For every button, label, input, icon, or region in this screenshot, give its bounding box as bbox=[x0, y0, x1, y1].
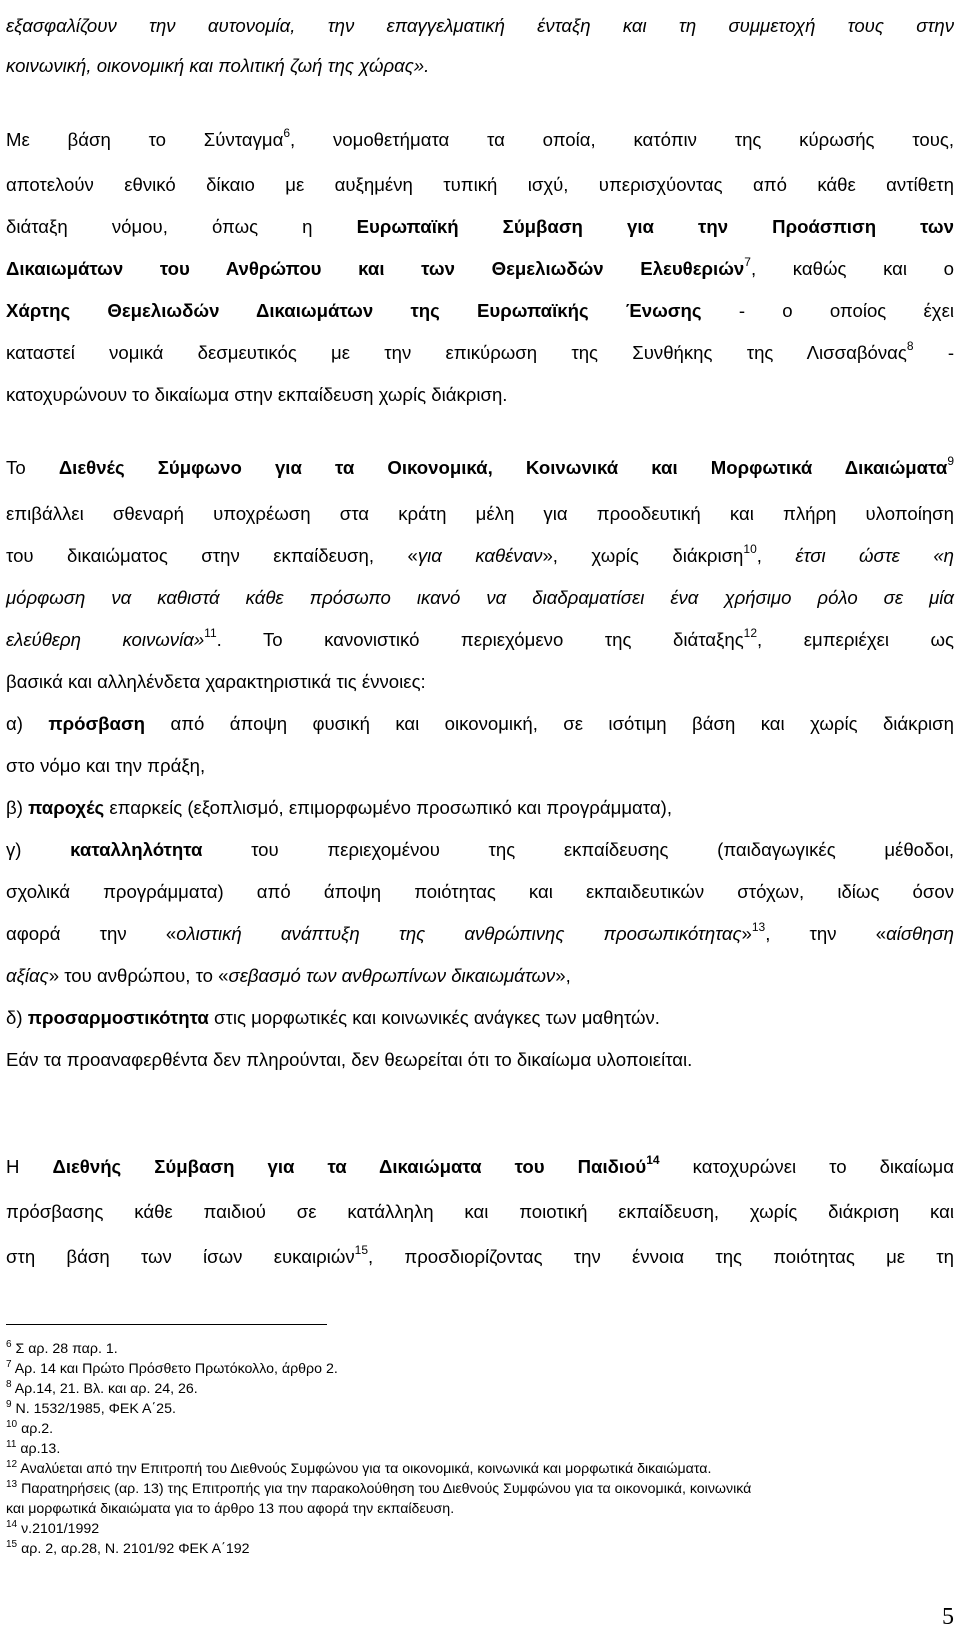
text-line bbox=[6, 46, 954, 86]
text-line bbox=[6, 998, 954, 1038]
text-run: ολιστική ανάπτυξη της ανθρώπινης προσωπικότητας bbox=[176, 923, 742, 944]
text-run: από άποψη φυσική και οικονομική, σε ισότιμη βάση και χωρίς διάκριση bbox=[145, 713, 954, 734]
text-line bbox=[6, 1147, 954, 1187]
text-run: » bbox=[741, 923, 752, 944]
text-run: Με βάση το Σύνταγμα bbox=[6, 129, 284, 150]
text-run: του περιεχομένου της εκπαίδευσης (παιδαγωγικές μέθοδοι, bbox=[202, 839, 954, 860]
text-run: αρ. 2, αρ.28, Ν. 2101/92 ΦΕΚ Α΄192 bbox=[17, 1541, 250, 1557]
text-line bbox=[6, 578, 954, 618]
text-run: προσαρμοστικότητα bbox=[27, 1007, 209, 1028]
text-run: Η bbox=[6, 1156, 53, 1177]
footnote-ref: 7 bbox=[6, 1359, 12, 1370]
footnote-line bbox=[6, 1459, 954, 1479]
text-run: Αρ. 14 και Πρώτο Πρόσθετο Πρωτόκολλο, άρθρο 2. bbox=[11, 1361, 338, 1377]
text-line bbox=[6, 1237, 954, 1277]
text-line bbox=[6, 704, 954, 744]
text-line bbox=[6, 333, 954, 373]
document-page bbox=[6, 0, 954, 1648]
footnote-line bbox=[6, 1359, 954, 1379]
text-run: . Το κανονιστικό περιεχόμενο της διάταξης bbox=[216, 629, 744, 650]
text-run: σεβασμό των ανθρωπίνων δικαιωμάτων bbox=[228, 965, 556, 986]
text-line bbox=[6, 207, 954, 247]
text-run: », bbox=[555, 965, 571, 986]
text-line bbox=[6, 872, 954, 912]
text-run: Σ αρ. 28 παρ. 1. bbox=[11, 1341, 118, 1357]
text-line bbox=[6, 6, 954, 46]
text-run: ν.2101/1992 bbox=[17, 1521, 100, 1537]
footnote-line bbox=[6, 1399, 954, 1419]
footnote-line bbox=[6, 1419, 954, 1439]
text-run: επιβάλλει σθεναρή υποχρέωση στα κράτη μέλη για προοδευτική και πλήρη υλοποίηση bbox=[6, 503, 954, 524]
text-run: παροχές bbox=[28, 797, 105, 818]
text-line bbox=[6, 249, 954, 289]
text-run: πρόσβασης κάθε παιδιού σε κατάλληλη και ποιοτική εκπαίδευση, χωρίς διάκριση και bbox=[6, 1201, 954, 1222]
text-run: Αναλύεται από την Επιτροπή του Διεθνούς Συμφώνου για τα οικονομικά, κοινωνικά και μορφωτικά δικαιώματα. bbox=[17, 1461, 712, 1477]
text-line bbox=[6, 956, 954, 996]
text-run: β) bbox=[6, 797, 29, 818]
footnote-ref: 10 bbox=[743, 542, 757, 556]
footnote-ref: 15 bbox=[6, 1539, 18, 1550]
text-run: , προσδιορίζοντας την έννοια της ποιότητας με τη bbox=[368, 1246, 954, 1267]
text-run: αρ.2. bbox=[17, 1421, 54, 1437]
text-run: α) bbox=[6, 713, 49, 734]
text-run: , νομοθετήματα τα οποία, κατόπιν της κύρωσής τους, bbox=[290, 129, 954, 150]
text-run: Δικαιωμάτων του Ανθρώπου και των Θεμελιωδών Ελευθεριών bbox=[6, 258, 745, 279]
text-run: πρόσβαση bbox=[48, 713, 146, 734]
text-run: , καθώς και ο bbox=[750, 258, 955, 279]
footnote-line bbox=[6, 1479, 954, 1499]
text-run: Παρατηρήσεις (αρ. 13) της Επιτροπής για την παρακολούθηση του Διεθνούς Συμφώνου για τα οικονομικά, κοινωνικά bbox=[17, 1481, 752, 1497]
footnote-ref: 10 bbox=[6, 1419, 18, 1430]
text-run: Ν. 1532/1985, ΦΕΚ Α΄25. bbox=[11, 1401, 176, 1417]
footnote-ref: 8 bbox=[906, 339, 914, 353]
text-run: - ο οποίος έχει bbox=[701, 300, 954, 321]
footnote-separator bbox=[6, 1324, 327, 1325]
text-run: γ) bbox=[6, 839, 71, 860]
text-run: διάταξη νόμου, όπως η bbox=[6, 216, 357, 237]
text-line bbox=[6, 788, 954, 828]
footnote-ref: 6 bbox=[6, 1339, 12, 1350]
text-line bbox=[6, 165, 954, 205]
text-run: κατοχυρώνει το δικαίωμα bbox=[659, 1156, 954, 1177]
text-run: Διεθνής Σύμβαση για τα Δικαιώματα του Παιδιού bbox=[52, 1156, 647, 1177]
text-run: κατοχυρώνουν το δικαίωμα στην εκπαίδευση χωρίς διάκριση. bbox=[6, 384, 508, 405]
footnote-ref: 12 bbox=[6, 1459, 18, 1470]
footnote-ref: 13 bbox=[751, 920, 766, 934]
text-line bbox=[6, 536, 954, 576]
text-run: - bbox=[913, 342, 955, 363]
text-line bbox=[6, 662, 954, 702]
text-run: Αρ.14, 21. Βλ. και αρ. 24, 26. bbox=[11, 1381, 198, 1397]
text-run: έτσι ώστε «η bbox=[795, 545, 954, 566]
text-run: , bbox=[756, 545, 796, 566]
text-run: σχολικά προγράμματα) από άποψη ποιότητας και εκπαιδευτικών στόχων, ιδίως όσον bbox=[6, 881, 954, 902]
text-line bbox=[6, 830, 954, 870]
text-run: αίσθηση bbox=[886, 923, 954, 944]
text-run: αφορά την « bbox=[6, 923, 177, 944]
text-line bbox=[6, 914, 954, 954]
text-run: για καθέναν bbox=[417, 545, 543, 566]
text-run: του δικαιώματος στην εκπαίδευση, « bbox=[6, 545, 418, 566]
text-run: Ευρωπαϊκή Σύμβαση για την Προάσπιση των bbox=[356, 216, 954, 237]
text-run: δ) bbox=[6, 1007, 28, 1028]
text-run: Το bbox=[6, 457, 59, 478]
text-line bbox=[6, 1040, 954, 1080]
text-run: κοινωνική, οικονομική και πολιτική ζωή της χώρας». bbox=[6, 55, 430, 76]
footnote-ref: 15 bbox=[354, 1243, 368, 1257]
text-run: βασικά και αλληλένδετα χαρακτηριστικά τις έννοιες: bbox=[6, 671, 426, 692]
text-run: επαρκείς (εξοπλισμό, επιμορφωμένο προσωπικό και προγράμματα), bbox=[104, 797, 672, 818]
footnote-line bbox=[6, 1379, 954, 1399]
text-run: αρ.13. bbox=[16, 1441, 61, 1457]
footnote-ref: 11 bbox=[204, 626, 217, 640]
text-run: », χωρίς διάκριση bbox=[542, 545, 744, 566]
footnote-ref: 9 bbox=[947, 454, 955, 468]
text-run: και μορφωτικά δικαιώματα για το άρθρο 13 που αφορά την εκπαίδευση. bbox=[6, 1501, 455, 1517]
text-run: ελεύθερη κοινωνία» bbox=[6, 629, 205, 650]
text-run: Εάν τα προαναφερθέντα δεν πληρούνται, δεν θεωρείται ότι το δικαίωμα υλοποιείται. bbox=[6, 1049, 693, 1070]
footnote-line bbox=[6, 1519, 954, 1539]
text-run: » του ανθρώπου, το « bbox=[48, 965, 229, 986]
text-run: αποτελούν εθνικό δίκαιο με αυξημένη τυπική ισχύ, υπερισχύοντας από κάθε αντίθετη bbox=[6, 174, 954, 195]
text-line bbox=[6, 375, 954, 415]
text-run: Χάρτης Θεμελιωδών Δικαιωμάτων της Ευρωπαϊκής Ένωσης bbox=[6, 300, 702, 321]
text-line bbox=[6, 620, 954, 660]
text-run: στο νόμο και την πράξη, bbox=[6, 755, 206, 776]
footnote-ref: 14 bbox=[6, 1519, 18, 1530]
text-run: μόρφωση να καθιστά κάθε πρόσωπο ικανό να διαδραματίσει ένα χρήσιμο ρόλο σε μία bbox=[6, 587, 954, 608]
footnote-line bbox=[6, 1539, 954, 1559]
text-run: στις μορφωτικές και κοινωνικές ανάγκες των μαθητών. bbox=[208, 1007, 660, 1028]
text-line bbox=[6, 1192, 954, 1232]
footnote-ref: 9 bbox=[6, 1399, 12, 1410]
footnote-ref: 7 bbox=[744, 255, 751, 269]
text-run: καταστεί νομικά δεσμευτικός με την επικύρωση της Συνθήκης της Λισσαβόνας bbox=[6, 342, 907, 363]
text-line bbox=[6, 448, 954, 488]
text-run: Διεθνές Σύμφωνο για τα Οικονομικά, Κοινωνικά και Μορφωτικά Δικαιώματα bbox=[58, 457, 948, 478]
footnote-ref: 12 bbox=[743, 626, 758, 640]
text-line bbox=[6, 291, 954, 331]
text-run: στη βάση των ίσων ευκαιριών bbox=[6, 1246, 355, 1267]
footnote-line bbox=[6, 1339, 954, 1359]
footnote-ref: 13 bbox=[6, 1479, 18, 1490]
footnote-ref: 6 bbox=[283, 126, 291, 140]
footnote-ref: 11 bbox=[6, 1439, 17, 1450]
footnote-ref: 14 bbox=[646, 1153, 660, 1167]
footnote-line bbox=[6, 1499, 954, 1519]
text-run: , την « bbox=[765, 923, 887, 944]
text-line bbox=[6, 120, 954, 160]
text-run: καταλληλότητα bbox=[70, 839, 203, 860]
text-run: , εμπεριέχει ως bbox=[757, 629, 954, 650]
footnote-line bbox=[6, 1439, 954, 1459]
footnote-ref: 8 bbox=[6, 1379, 12, 1390]
text-run: εξασφαλίζουν την αυτονομία, την επαγγελματική ένταξη και τη συμμετοχή τους στην bbox=[6, 15, 954, 36]
text-line bbox=[6, 494, 954, 534]
page-number: 5 bbox=[942, 1604, 954, 1630]
text-run: αξίας bbox=[6, 965, 49, 986]
text-line bbox=[6, 746, 954, 786]
